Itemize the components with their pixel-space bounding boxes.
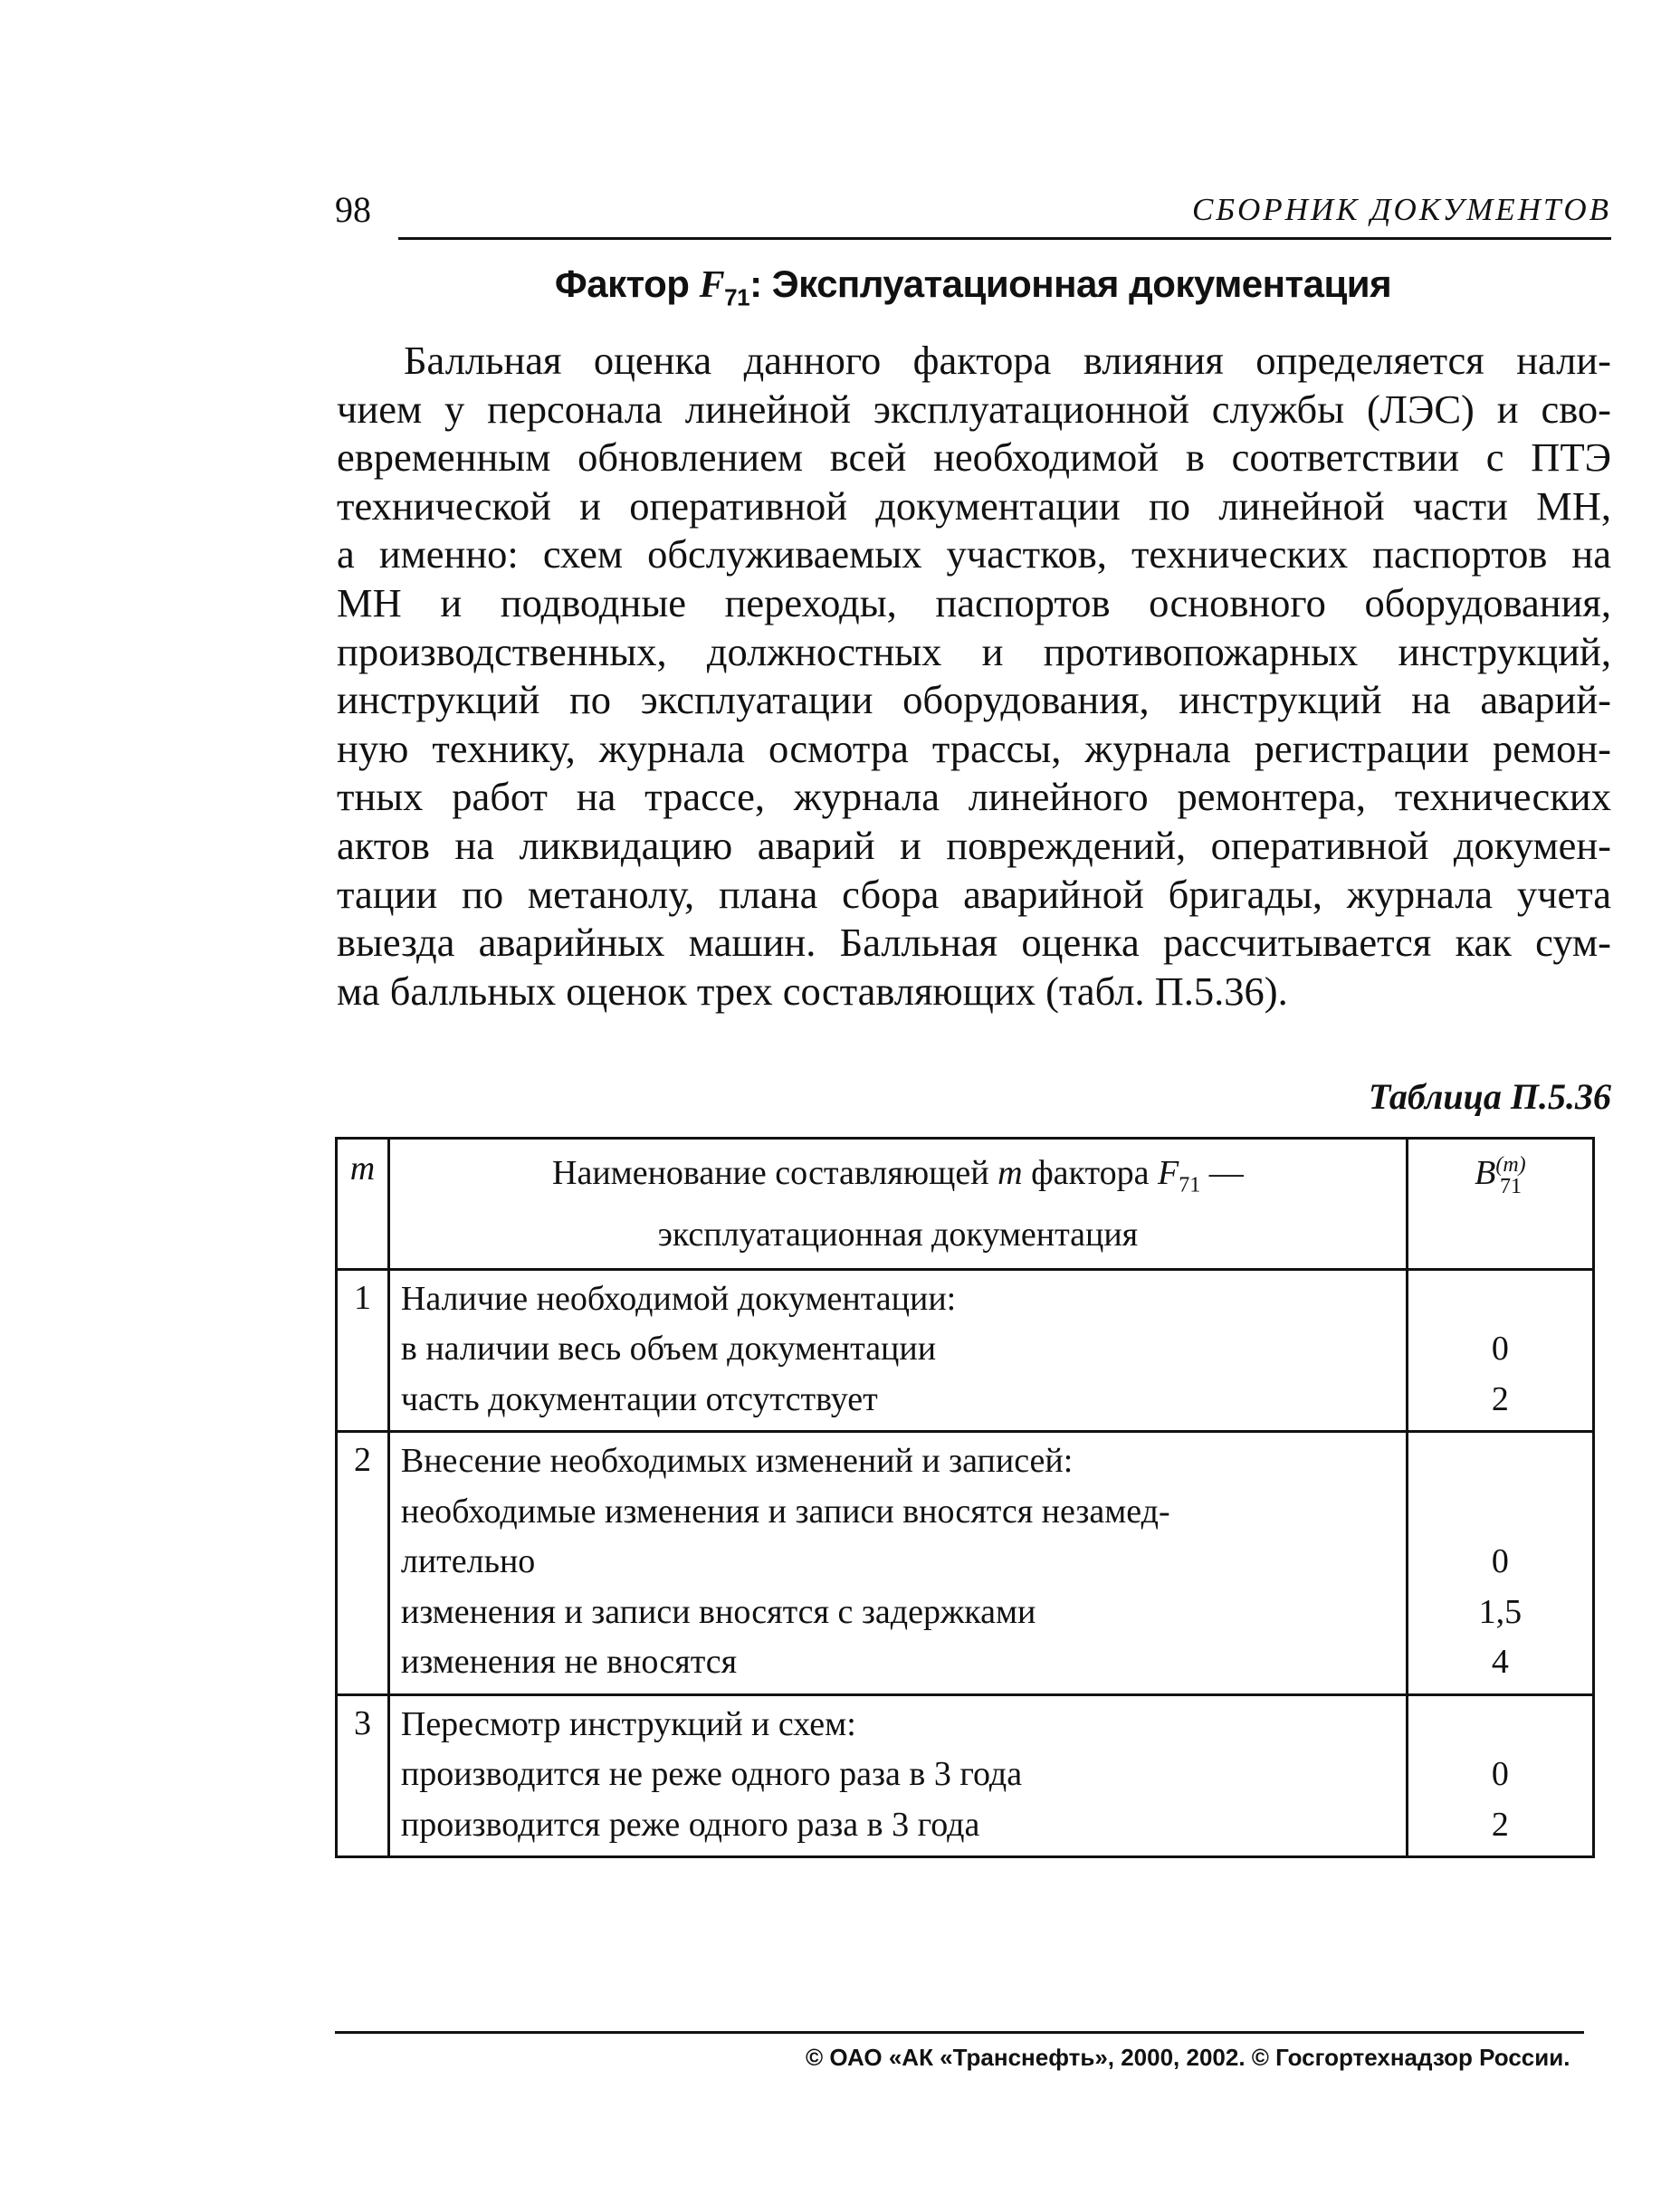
header-m: m <box>337 1139 389 1270</box>
footer-rule <box>335 2031 1584 2034</box>
page-number: 98 <box>335 189 371 230</box>
row-title: Наличие необходимой документации: <box>400 1279 957 1318</box>
row-value <box>1408 1700 1592 1750</box>
header-b-superscript: (m) <box>1495 1153 1526 1178</box>
table-row <box>337 1432 1594 1695</box>
row-value: 2 <box>1491 1805 1509 1844</box>
header-name-text: Наименование составляющей <box>552 1154 998 1192</box>
row-line: изменения не вносятся <box>400 1643 738 1682</box>
body-line: актов на ликвидацию аварий и повреждений, оперативной докумен- <box>337 822 1611 868</box>
row-line: производится не реже одного раза в 3 года <box>400 1755 1023 1794</box>
row-line: лительно <box>400 1542 536 1581</box>
header-factor-subscript: 71 <box>1179 1173 1201 1197</box>
body-line: ную технику, журнала осмотра трассы, журнала регистрации ремон- <box>337 725 1611 771</box>
row-value <box>1408 1436 1592 1487</box>
row-value <box>1408 1274 1592 1325</box>
body-line: инструкций по эксплуатации оборудования, инструкций на аварий- <box>337 677 1611 723</box>
row-m: 1 <box>337 1269 389 1432</box>
factor-subscript: 71 <box>724 283 750 311</box>
table-row <box>337 1269 1594 1432</box>
running-head: СБОРНИК ДОКУМЕНТОВ <box>1192 192 1611 227</box>
row-title: Внесение необходимых изменений и записей: <box>400 1442 1074 1481</box>
header-name-line2: эксплуатационная документация <box>657 1215 1139 1254</box>
row-value: 0 <box>1491 1755 1509 1794</box>
body-line: тных работ на трассе, журнала линейного ремонтера, технических <box>337 774 1611 820</box>
body-line: МН и подводные переходы, паспортов основного оборудования, <box>337 579 1611 625</box>
row-value: 2 <box>1491 1379 1509 1418</box>
table-header-row <box>337 1139 1594 1270</box>
row-content <box>388 1269 1407 1432</box>
section-title <box>335 262 1611 311</box>
header-name-text: — <box>1200 1154 1244 1192</box>
row-line: в наличии весь объем документации <box>400 1330 937 1369</box>
row-m: 3 <box>337 1694 389 1857</box>
header-name-text: фактора <box>1022 1154 1158 1192</box>
page-header <box>335 188 1611 239</box>
body-line: производственных, должностных и противопожарных инструкций, <box>337 628 1611 674</box>
row-value: 0 <box>1491 1330 1509 1369</box>
row-line: часть документации отсутствует <box>400 1379 878 1418</box>
header-name <box>388 1139 1407 1270</box>
row-line: необходимые изменения и записи вносятся незамед- <box>400 1492 1170 1531</box>
row-value: 0 <box>1491 1542 1509 1581</box>
body-line: евременным обновлением всей необходимой в соответствии с ПТЭ <box>337 434 1611 481</box>
row-line: изменения и записи вносятся с задержками <box>400 1592 1036 1631</box>
body-line: а именно: схем обслуживаемых участков, технических паспортов на <box>337 531 1611 577</box>
factor-symbol: F <box>699 264 725 306</box>
row-value: 1,5 <box>1478 1592 1522 1631</box>
section-title-prefix: Фактор <box>554 262 700 305</box>
row-content <box>388 1694 1407 1857</box>
header-rule <box>398 237 1611 240</box>
header-b <box>1407 1139 1593 1270</box>
table-caption: Таблица П.5.36 <box>1368 1076 1611 1117</box>
row-line: производится реже одного раза в 3 года <box>400 1805 980 1844</box>
row-title: Пересмотр инструкций и схем: <box>400 1704 856 1743</box>
header-factor-symbol: F <box>1157 1154 1179 1192</box>
section-title-suffix: : Эксплуатационная документация <box>749 262 1392 305</box>
header-b-subscript: 71 <box>1500 1175 1522 1199</box>
body-line: выезда аварийных машин. Балльная оценка рассчитывается как сум- <box>337 920 1611 966</box>
body-line: тации по метанолу, плана сбора аварийной бригады, журнала учета <box>337 871 1611 917</box>
body-line: Балльная оценка данного фактора влияния определяется нали- <box>404 338 1611 383</box>
header-b-symbol: B <box>1475 1154 1496 1192</box>
table-row <box>337 1694 1594 1857</box>
row-m: 2 <box>337 1432 389 1695</box>
body-line: технической и оперативной документации по линейной части МН, <box>337 482 1611 529</box>
copyright-footer: © ОАО «АК «Транснефть», 2000, 2002. © Госгортехнадзор России. <box>806 2044 1570 2071</box>
row-values <box>1407 1269 1593 1432</box>
header-name-m: m <box>998 1154 1023 1192</box>
row-values <box>1407 1432 1593 1695</box>
body-line: ма балльных оценок трех составляющих (табл. П.5.36). <box>337 968 1288 1014</box>
factor-table <box>335 1137 1595 1858</box>
row-value <box>1408 1487 1592 1538</box>
row-content <box>388 1432 1407 1695</box>
body-line: чием у персонала линейной эксплуатационной службы (ЛЭС) и сво- <box>337 386 1611 432</box>
row-values <box>1407 1694 1593 1857</box>
body-paragraph <box>337 337 1611 1016</box>
row-value: 4 <box>1491 1643 1509 1682</box>
